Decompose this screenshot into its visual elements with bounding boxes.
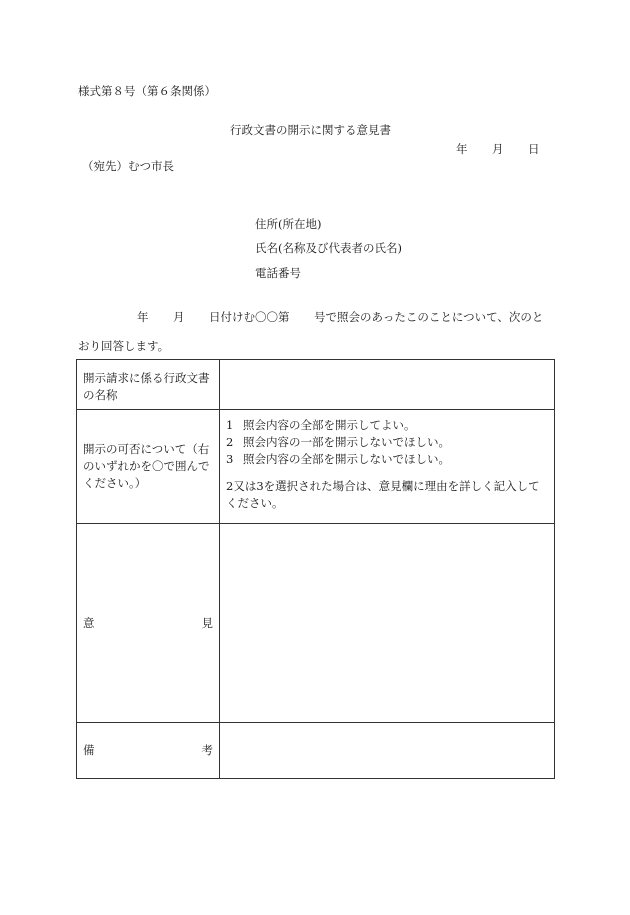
option-number: 3: [226, 452, 234, 466]
intro-date-reference: 日付けむ〇〇第: [209, 310, 290, 324]
opinion-label-cell: [77, 524, 220, 723]
date-month-label: 月: [492, 142, 504, 156]
disclosure-option-2[interactable]: [220, 434, 554, 451]
disclosure-option-3[interactable]: [220, 451, 554, 468]
option-number: 1: [226, 418, 234, 432]
table-row-remarks: [77, 723, 555, 779]
table-row-opinion: [77, 524, 555, 723]
disclosure-label: 開示の可否について（右のいずれかを〇で囲んでください。）: [83, 442, 210, 490]
disclosure-options: [220, 410, 554, 468]
remarks-label-cell: [77, 723, 220, 779]
document-name-field[interactable]: [220, 360, 555, 410]
document-name-label: 開示請求に係る行政文書の名称: [83, 371, 210, 402]
table-row-document-name: [77, 360, 555, 410]
opinion-label: [77, 524, 219, 722]
intro-sentence: 号で照会のあったこのことについて、次のと: [314, 310, 544, 324]
intro-text: [78, 312, 556, 326]
name-label: 氏名(名称及び代表者の氏名): [255, 241, 402, 255]
disclosure-note: 2又は3を選択された場合は、意見欄に理由を詳しく記入してください。: [226, 479, 540, 510]
option-text: 照会内容の全部を開示しないでほしい。: [243, 452, 450, 466]
date-year-label: 年: [456, 142, 468, 156]
option-number: 2: [226, 435, 234, 449]
opinion-label-char-1: 意: [83, 615, 95, 630]
date-day-label: 日: [528, 142, 540, 156]
table-row-disclosure: [77, 410, 555, 524]
disclosure-options-cell: [220, 410, 555, 524]
intro-month-label: 月: [173, 310, 185, 324]
option-text: 照会内容の全部を開示してよい。: [243, 418, 416, 432]
option-text: 照会内容の一部を開示しないでほしい。: [243, 435, 450, 449]
remarks-label-char-2: 考: [201, 743, 213, 757]
addressee: （宛先）むつ市長: [82, 159, 174, 173]
intro-sentence-end: おり回答します。: [78, 339, 170, 353]
opinion-form-table: [76, 359, 555, 779]
remarks-field[interactable]: [220, 723, 555, 779]
phone-label: 電話番号: [255, 266, 301, 280]
intro-year-label: 年: [137, 310, 149, 324]
address-label: 住所(所在地): [255, 217, 322, 231]
remarks-label: [77, 723, 219, 778]
disclosure-option-1[interactable]: [220, 417, 554, 434]
remarks-label-char-1: 備: [83, 743, 95, 757]
document-name-label-cell: [77, 360, 220, 410]
disclosure-label-cell: [77, 410, 220, 524]
document-title: 行政文書の開示に関する意見書: [230, 123, 391, 137]
opinion-field[interactable]: [220, 524, 555, 723]
form-number: 様式第８号（第６条関係）: [78, 84, 216, 98]
opinion-label-char-2: 見: [201, 615, 213, 630]
